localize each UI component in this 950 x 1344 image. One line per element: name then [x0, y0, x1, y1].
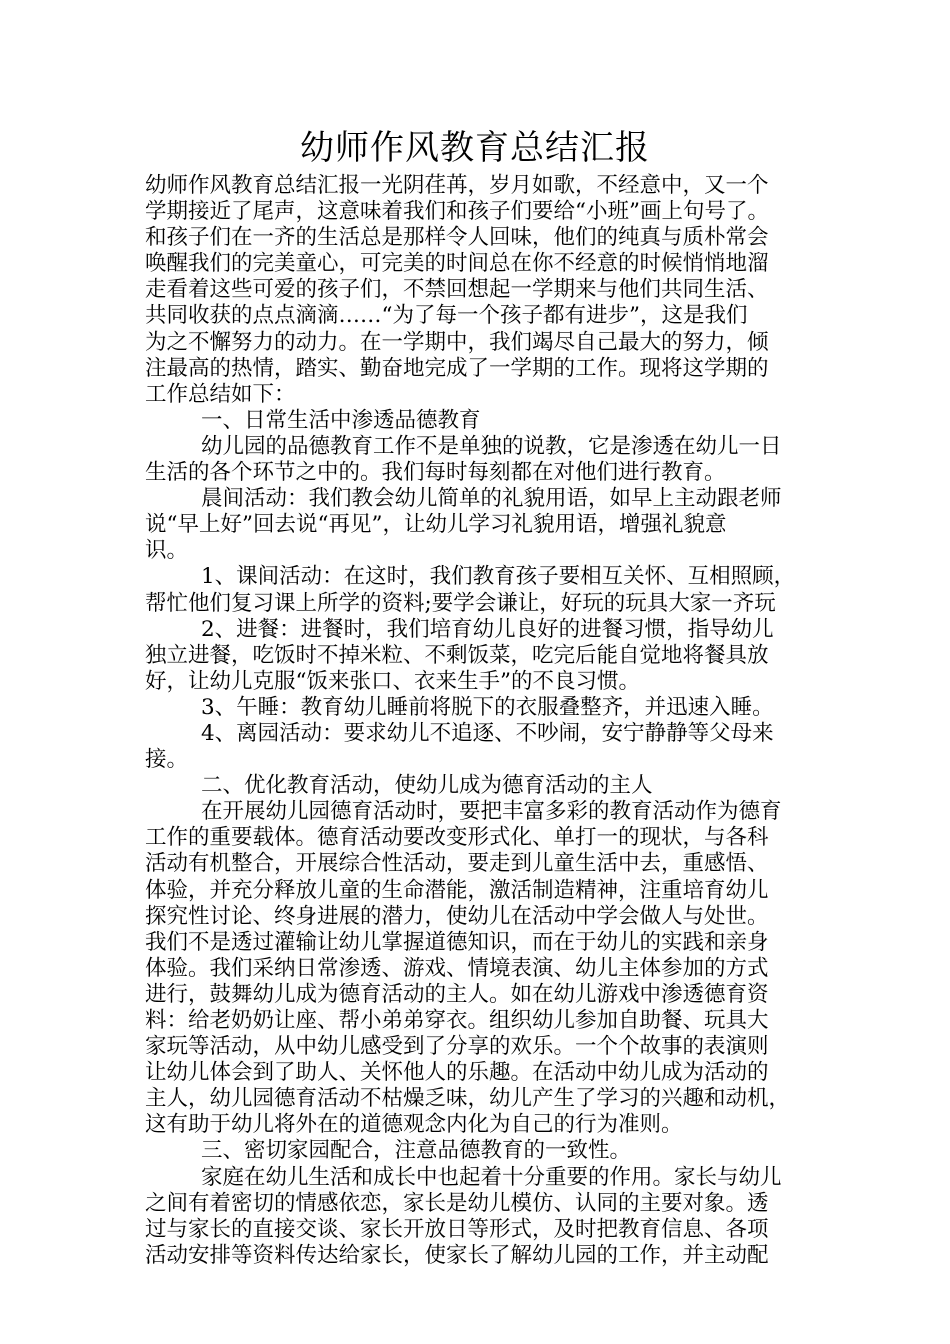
body-line: 帮忙他们复习课上所学的资料;要学会谦让，好玩的玩具大家一齐玩	[145, 590, 776, 616]
body-line: 主人，幼儿园德育活动不枯燥乏味，幼儿产生了学习的兴趣和动机，	[145, 1086, 791, 1112]
body-line: 三、密切家园配合，注意品德教育的一致性。	[201, 1138, 632, 1164]
body-line: 好，让幼儿克服“饭来张口、衣来生手”的不良习惯。	[145, 668, 640, 694]
body-line: 共同收获的点点滴滴……“为了每一个孩子都有进步”，这是我们	[145, 303, 748, 329]
body-line: 3、午睡：教育幼儿睡前将脱下的衣服叠整齐，并迅速入睡。	[201, 694, 774, 720]
body-line: 走看着这些可爱的孩子们，不禁回想起一学期来与他们共同生活、	[145, 277, 769, 303]
body-line: 接。	[145, 747, 189, 773]
body-line: 为之不懈努力的动力。在一学期中，我们竭尽自己最大的努力，倾	[145, 329, 769, 355]
body-line: 家玩等活动，从中幼儿感受到了分享的欢乐。一个个故事的表演则	[145, 1034, 769, 1060]
body-line: 一、日常生活中渗透品德教育	[201, 407, 481, 433]
body-line: 幼儿园的品德教育工作不是单独的说教，它是渗透在幼儿一日	[201, 433, 782, 459]
body-line: 之间有着密切的情感依恋，家长是幼儿模仿、认同的主要对象。透	[145, 1190, 769, 1216]
body-line: 学期接近了尾声，这意味着我们和孩子们要给“小班”画上句号了。	[145, 199, 769, 225]
body-line: 家庭在幼儿生活和成长中也起着十分重要的作用。家长与幼儿	[201, 1164, 782, 1190]
body-line: 晨间活动：我们教会幼儿简单的礼貌用语，如早上主动跟老师	[201, 486, 782, 512]
body-line: 生活的各个环节之中的。我们每时每刻都在对他们进行教育。	[145, 460, 726, 486]
body-line: 料：给老奶奶让座、帮小弟弟穿衣。组织幼儿参加自助餐、玩具大	[145, 1008, 769, 1033]
body-line: 工作的重要载体。德育活动要改变形式化、单打一的现状，与各科	[145, 825, 769, 851]
body-line: 2、进餐：进餐时，我们培育幼儿良好的进餐习惯，指导幼儿	[201, 616, 774, 642]
document-body	[145, 173, 817, 1269]
body-line: 活动有机整合，开展综合性活动，要走到儿童生活中去，重感悟、	[145, 851, 769, 877]
body-line: 唤醒我们的完美童心，可完美的时间总在你不经意的时候悄悄地溜	[145, 251, 769, 277]
body-line: 二、优化教育活动，使幼儿成为德育活动的主人	[201, 773, 653, 799]
body-line: 这有助于幼儿将外在的道德观念内化为自己的行为准则。	[145, 1112, 683, 1138]
body-line: 识。	[145, 538, 189, 564]
body-line: 探究性讨论、终身进展的潜力，使幼儿在活动中学会做人与处世。	[145, 903, 769, 929]
body-line: 工作总结如下：	[145, 381, 296, 407]
body-line: 我们不是透过灌输让幼儿掌握道德知识，而在于幼儿的实践和亲身	[145, 929, 769, 955]
body-line: 在开展幼儿园德育活动时，要把丰富多彩的教育活动作为德育	[201, 799, 782, 825]
body-line: 4、离园活动：要求幼儿不追逐、不吵闹，安宁静静等父母来	[201, 720, 774, 746]
body-line: 活动安排等资料传达给家长，使家长了解幼儿园的工作，并主动配	[145, 1242, 769, 1268]
body-line: 幼师作风教育总结汇报一光阴荏苒，岁月如歌，不经意中，又一个	[145, 173, 769, 198]
body-line: 让幼儿体会到了助人、关怀他人的乐趣。在活动中幼儿成为活动的	[145, 1060, 769, 1086]
body-line: 和孩子们在一齐的生活总是那样令人回味，他们的纯真与质朴常会	[145, 225, 769, 251]
body-line: 独立进餐，吃饭时不掉米粒、不剩饭菜，吃完后能自觉地将餐具放	[145, 642, 769, 668]
body-line: 注最高的热情，踏实、勤奋地完成了一学期的工作。现将这学期的	[145, 355, 769, 381]
document-title: 幼师作风教育总结汇报	[300, 128, 650, 168]
body-line: 体验，并充分释放儿童的生命潜能，激活制造精神，注重培育幼儿	[145, 877, 769, 903]
body-line: 体验。我们采纳日常渗透、游戏、情境表演、幼儿主体参加的方式	[145, 955, 769, 981]
body-line: 说“早上好”回去说“再见”，让幼儿学习礼貌用语，增强礼貌意	[145, 512, 727, 538]
body-line: 过与家长的直接交谈、家长开放日等形式，及时把教育信息、各项	[145, 1216, 769, 1242]
body-line: 1、课间活动：在这时，我们教育孩子要相互关怀、互相照顾，	[201, 564, 796, 590]
body-line: 进行，鼓舞幼儿成为德育活动的主人。如在幼儿游戏中渗透德育资	[145, 981, 769, 1007]
